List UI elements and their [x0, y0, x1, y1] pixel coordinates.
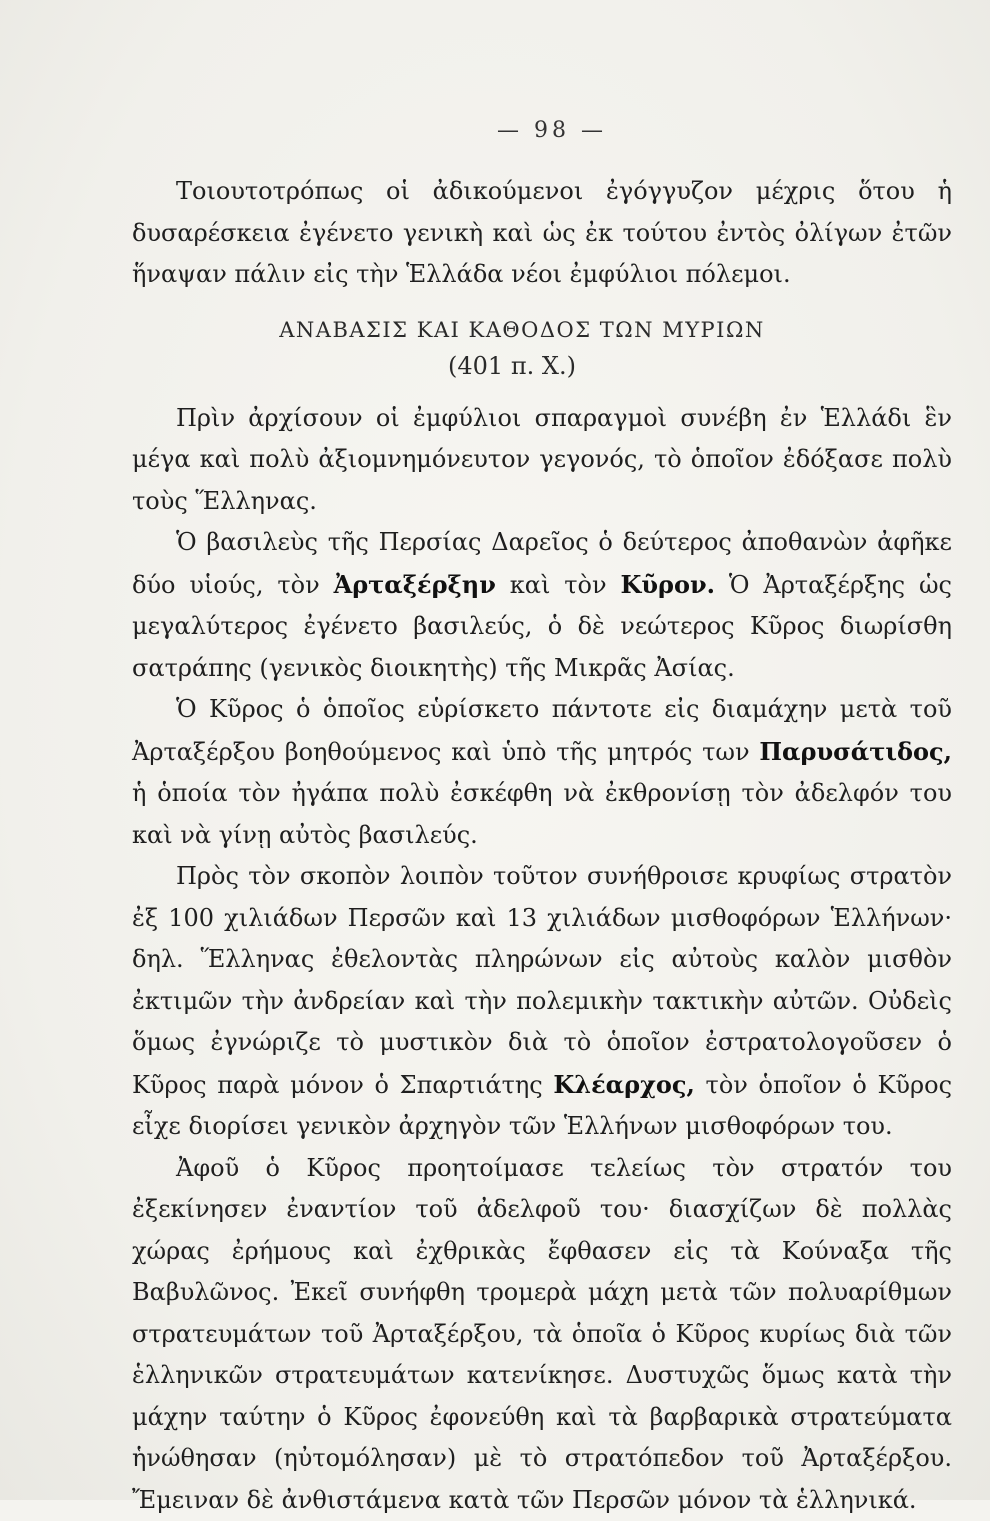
paragraph-2-text-b: καὶ τὸν: [496, 571, 621, 599]
paragraph-2-text-a: Ὁ βασιλεὺς τῆς Περσίας Δαρεῖος ὁ δεύτερος ἀποθανὼν ἀφῆκε δύο υἱούς, τὸν: [132, 528, 952, 599]
paragraph-4: [132, 856, 952, 1148]
paragraph-3-text-b: ἡ ὁποία τὸν ἠγάπα πολὺ ἐσκέφθη νὰ ἐκθρονίσῃ τὸν ἀδελφόν του καὶ νὰ γίνῃ αὐτὸς βασιλεύς.: [132, 779, 952, 849]
section-date: (401 π. Χ.): [132, 352, 952, 380]
paragraph-2-text-c: Ὁ Ἀρταξέρξης ὡς μεγαλύτερος ἐγένετο βασιλεύς, ὁ δὲ νεώτερος Κῦρος διωρίσθη σατράπης (γενικὸς διοικητὴς) τῆς Μικρᾶς Ἀσίας.: [132, 571, 952, 682]
section-heading: ΑΝΑΒΑΣΙΣ ΚΑΙ ΚΑΘΟΔΟΣ ΤΩΝ ΜΥΡΙΩΝ: [132, 318, 952, 342]
paragraph-1: Πρὶν ἀρχίσουν οἱ ἐμφύλιοι σπαραγμοὶ συνέβη ἐν Ἑλλάδι ἓν μέγα καὶ πολὺ ἀξιομνημόνευτον γεγονός, τὸ ὁποῖον ἐδόξασε πολὺ τοὺς Ἕλληνας.: [132, 398, 952, 523]
name-cyrus: Κῦρον.: [620, 570, 715, 599]
page-number: — 98 —: [132, 118, 952, 143]
name-artaxerxes: Ἀρταξέρξην: [334, 570, 496, 599]
intro-paragraph: Τοιουτοτρόπως οἱ ἀδικούμενοι ἐγόγγυζον μέχρις ὅτου ἡ δυσαρέσκεια ἐγένετο γενικὴ καὶ ὡς ἐκ τούτου ἐντὸς ὀλίγων ἐτῶν ἥναψαν πάλιν εἰς τὴν Ἑλλάδα νέοι ἐμφύλιοι πόλεμοι.: [132, 171, 952, 296]
paragraph-3-text-a: Ὁ Κῦρος ὁ ὁποῖος εὑρίσκετο πάντοτε εἰς διαμάχην μετὰ τοῦ Ἀρταξέρξου βοηθούμενος καὶ ὑπὸ τῆς μητρός των: [132, 695, 952, 766]
paragraph-5: Ἀφοῦ ὁ Κῦρος προητοίμασε τελείως τὸν στρατόν του ἐξεκίνησεν ἐναντίον τοῦ ἀδελφοῦ του· διασχίζων δὲ πολλὰς χώρας ἐρήμους καὶ ἐχθρικὰς ἔφθασεν εἰς τὰ Κούναξα τῆς Βαβυλῶνος. Ἐκεῖ συνήφθη τρομερὰ μάχη μετὰ τῶν πολυαρίθμων στρατευμάτων τοῦ Ἀρταξέρξου, τὰ ὁποῖα ὁ Κῦρος κυρίως διὰ τῶν ἑλληνικῶν στρατευμάτων κατενίκησε. Δυστυχῶς ὅμως κατὰ τὴν μάχην ταύτην ὁ Κῦρος ἐφονεύθη καὶ τὰ βαρβαρικὰ στρατεύματα ἡνώθησαν (ηὐτομόλησαν) μὲ τὸ στρατόπεδον τοῦ Ἀρταξέρξου. Ἔμειναν δὲ ἀνθιστάμενα κατὰ τῶν Περσῶν μόνον τὰ ἑλληνικά.: [132, 1148, 952, 1521]
paragraph-4-text-a: Πρὸς τὸν σκοπὸν λοιπὸν τοῦτον συνήθροισε κρυφίως στρατὸν ἐξ 100 χιλιάδων Περσῶν καὶ 13 χιλιάδων μισθοφόρων Ἑλλήνων· δηλ. Ἕλληνας ἐθελοντὰς πληρώνων εἰς αὐτοὺς καλὸν μισθὸν ἐκτιμῶν τὴν ἀνδρείαν καὶ τὴν πολεμικὴν τακτικὴν αὐτῶν. Οὐδεὶς ὅμως ἐγνώριζε τὸ μυστικὸν διὰ τὸ ὁποῖον ἐστρατολογοῦσεν ὁ Κῦρος παρὰ μόνον ὁ Σπαρτιάτης: [132, 862, 952, 1099]
paragraph-2: [132, 522, 952, 689]
paragraph-4-text-b: τὸν ὁποῖον ὁ Κῦρος εἶχε διορίσει γενικὸν ἀρχηγὸν τῶν Ἑλλήνων μισθοφόρων του.: [132, 1071, 952, 1141]
name-parysatis: Παρυσάτιδος,: [759, 737, 952, 766]
paragraph-3: [132, 689, 952, 856]
name-clearchus: Κλέαρχος,: [553, 1070, 694, 1099]
